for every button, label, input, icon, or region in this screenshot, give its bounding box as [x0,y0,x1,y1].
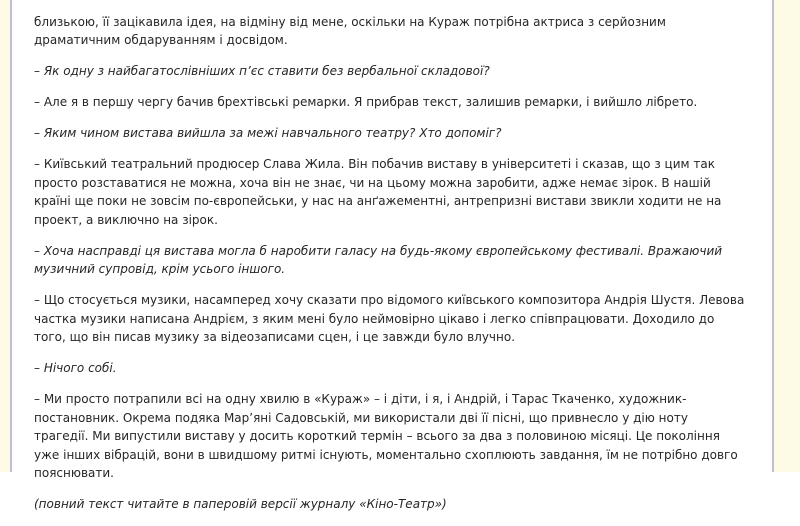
text-line: того, що він писав музику за відеозаписами сцен, і це завжди було влучно. [34,330,516,344]
text-line: драматичним обдаруванням і досвідом. [34,33,288,47]
text-line: – Як одну з найбагатослівніших п’єс ставити без вербальної складової? [34,64,490,78]
right-page-frame [772,0,800,472]
interview-answer [34,390,764,483]
interview-question [34,359,764,378]
left-page-frame [0,0,12,472]
text-line: пояснювати. [34,466,114,480]
text-line: (повний текст читайте в паперовій версії журналу «Кіно-Театр») [34,497,447,511]
text-line: музичний супровід, крім усього іншого. [34,262,286,276]
text-line: частка музики написана Андрієм, з яким мені було неймовірно цікаво і легко співпрацювати. Доходило до [34,311,715,326]
text-line: уже інших вібрацій, вони в швидшому ритмі існують, моментально схоплюють завдання, їм не потрібно довго [34,447,738,462]
text-line: близькою, її зацікавила ідея, на відміну від мене, оскільки на Кураж потрібна актриса з серйозним [34,14,666,29]
text-line: – Яким чином вистава вийшла за межі навчального театру? Хто допоміг? [34,126,502,140]
text-line: постановник. Окрема подяка Мар’яні Садовській, ми використали дві її пісні, що привнесло у дію ноту [34,410,688,425]
interview-answer [34,0,764,50]
interview-question [34,124,764,143]
interview-answer [34,155,764,229]
article-body [34,0,764,526]
interview-question [34,495,764,514]
text-line: – Хоча насправді ця вистава могла б наробити галасу на будь-якому європейському фестивалі. Вражаючий [34,243,723,258]
interview-answer [34,291,764,347]
text-line: – Нічого собі. [34,361,117,375]
interview-question [34,242,764,279]
interview-answer [34,93,764,112]
interview-question [34,62,764,81]
text-line: просто розставатися не можна, хоча він не знає, чи на цьому можна заробити, адже немає зірок. В нашій [34,175,711,190]
text-line: – Що стосується музики, насамперед хочу сказати про відомого київського композитора Андрія Шустя. Левова [34,293,745,307]
text-line: проект, а виключно на зірок. [34,212,218,227]
text-line: країні ще поки не зовсім по-європейськи, у нас на анґажементні, антрепризні вистави звикли ходити не на [34,194,722,208]
text-line: – Ми просто потрапили всі на одну хвилю в «Кураж» – і діти, і я, і Андрій, і Тарас Ткаченко, художник- [34,392,687,406]
text-line: – Київський театральний продюсер Слава Жила. Він побачив виставу в університеті і сказав, що з цим так [34,157,715,171]
text-line: трагедії. Ми випустили виставу у досить короткий термін – всього за два з половиною місяці. Це покоління [34,429,720,443]
text-line: – Але я в першу чергу бачив брехтівські ремарки. Я прибрав текст, залишив ремарки, і вийшло лібрето. [34,95,698,109]
